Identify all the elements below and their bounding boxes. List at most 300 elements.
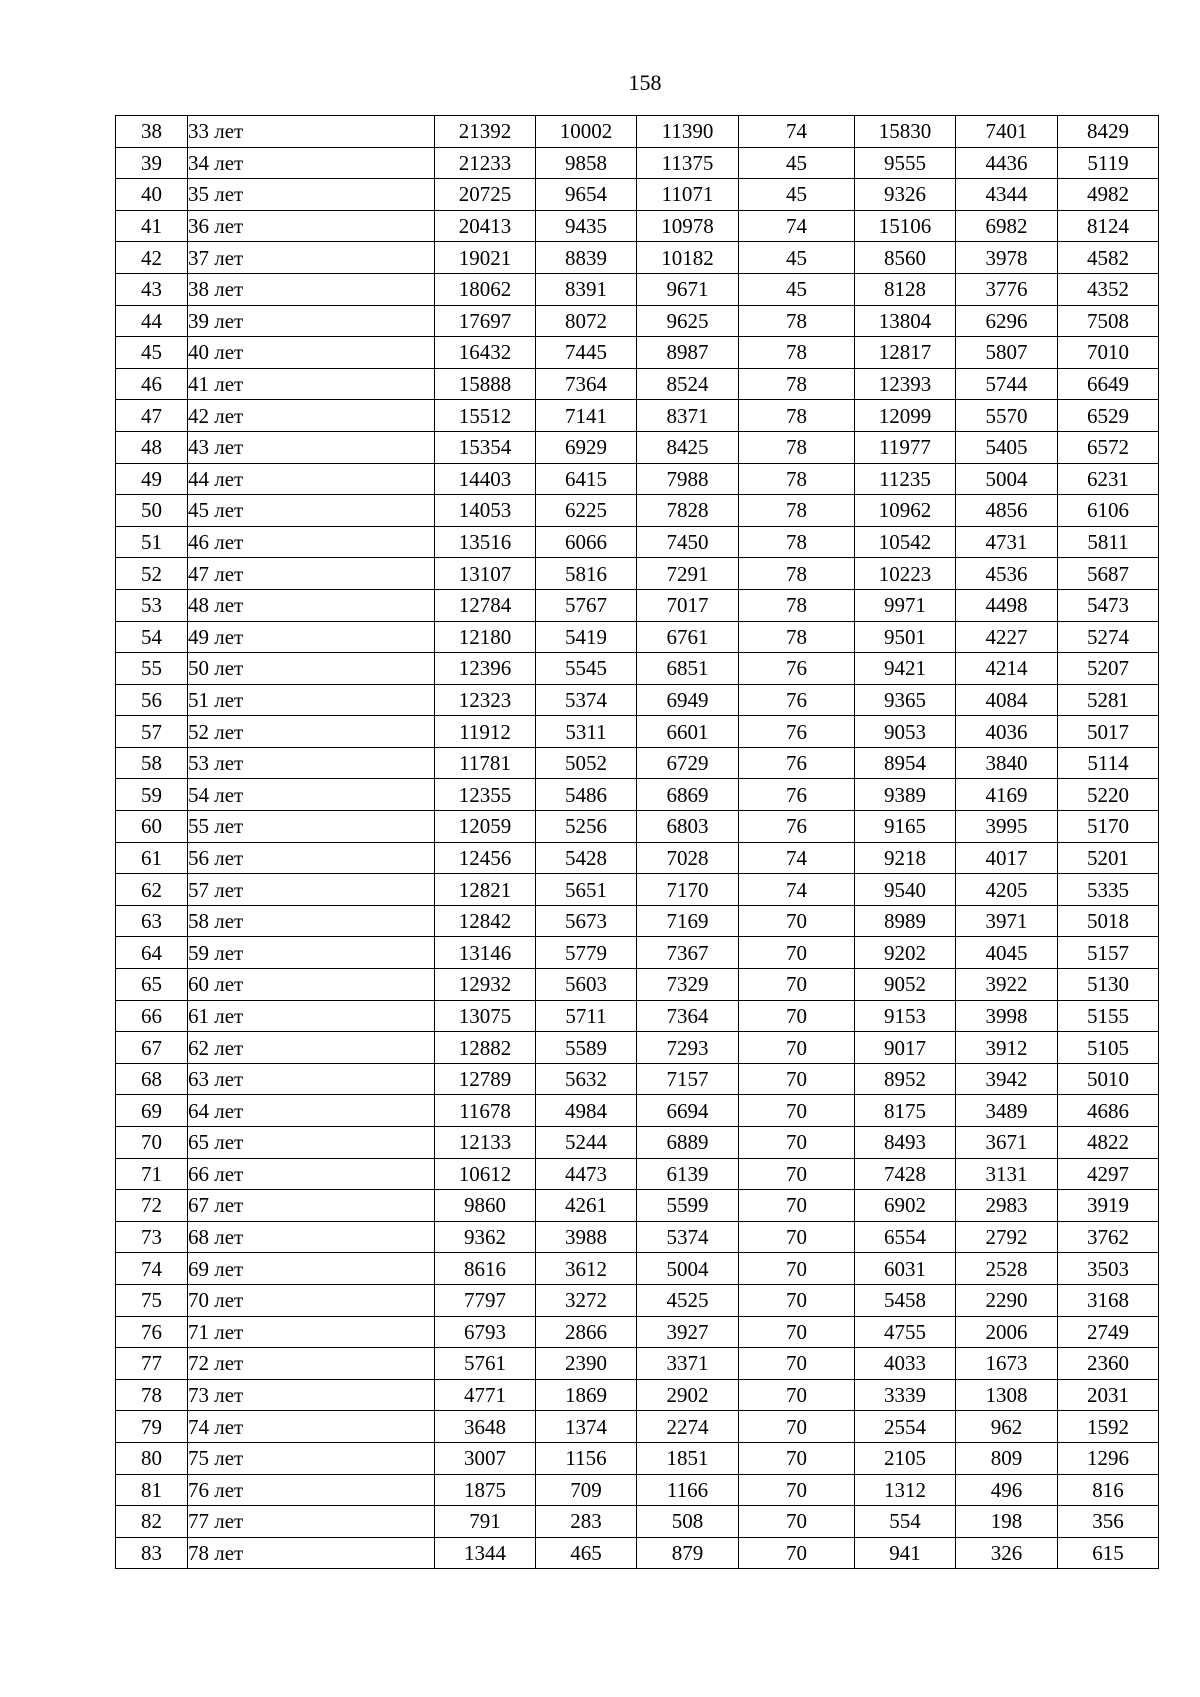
cell-share: 78 xyxy=(739,621,855,653)
table-row xyxy=(116,242,1159,274)
cell-value-female: 5155 xyxy=(1058,1000,1159,1032)
cell-value-female: 4582 xyxy=(1058,242,1159,274)
cell-value-female: 2031 xyxy=(1058,1379,1159,1411)
cell-male: 1374 xyxy=(536,1411,637,1443)
cell-male: 6225 xyxy=(536,495,637,527)
cell-total: 12789 xyxy=(435,1063,536,1095)
cell-total: 11781 xyxy=(435,747,536,779)
cell-female: 6851 xyxy=(637,653,739,685)
cell-row-number: 49 xyxy=(116,463,188,495)
cell-value-male: 2006 xyxy=(956,1316,1058,1348)
cell-row-number: 61 xyxy=(116,842,188,874)
cell-male: 4261 xyxy=(536,1190,637,1222)
cell-male: 5311 xyxy=(536,716,637,748)
cell-row-number: 43 xyxy=(116,273,188,305)
cell-row-number: 67 xyxy=(116,1032,188,1064)
cell-female: 8425 xyxy=(637,431,739,463)
cell-female: 6869 xyxy=(637,779,739,811)
cell-total: 21392 xyxy=(435,116,536,148)
cell-value-total: 9421 xyxy=(855,653,956,685)
cell-value-female: 5018 xyxy=(1058,905,1159,937)
cell-male: 1156 xyxy=(536,1442,637,1474)
cell-female: 7028 xyxy=(637,842,739,874)
cell-share: 70 xyxy=(739,1000,855,1032)
cell-row-number: 41 xyxy=(116,210,188,242)
cell-male: 5052 xyxy=(536,747,637,779)
cell-total: 791 xyxy=(435,1506,536,1538)
cell-total: 13107 xyxy=(435,558,536,590)
table-row xyxy=(116,653,1159,685)
cell-row-number: 59 xyxy=(116,779,188,811)
cell-row-number: 78 xyxy=(116,1379,188,1411)
cell-share: 70 xyxy=(739,1348,855,1380)
cell-value-total: 9017 xyxy=(855,1032,956,1064)
cell-row-number: 71 xyxy=(116,1158,188,1190)
cell-female: 9625 xyxy=(637,305,739,337)
cell-age: 66 лет xyxy=(188,1158,435,1190)
cell-female: 8371 xyxy=(637,400,739,432)
cell-age: 57 лет xyxy=(188,874,435,906)
cell-value-male: 326 xyxy=(956,1537,1058,1569)
cell-female: 7170 xyxy=(637,874,739,906)
cell-value-female: 5017 xyxy=(1058,716,1159,748)
cell-row-number: 76 xyxy=(116,1316,188,1348)
cell-age: 65 лет xyxy=(188,1127,435,1159)
cell-value-female: 5811 xyxy=(1058,526,1159,558)
cell-male: 7364 xyxy=(536,368,637,400)
cell-female: 5004 xyxy=(637,1253,739,1285)
cell-female: 10978 xyxy=(637,210,739,242)
cell-total: 21233 xyxy=(435,147,536,179)
cell-age: 38 лет xyxy=(188,273,435,305)
cell-value-total: 6554 xyxy=(855,1221,956,1253)
cell-value-female: 8429 xyxy=(1058,116,1159,148)
cell-value-total: 9165 xyxy=(855,811,956,843)
cell-male: 3272 xyxy=(536,1284,637,1316)
cell-value-total: 9971 xyxy=(855,589,956,621)
cell-age: 54 лет xyxy=(188,779,435,811)
table-row xyxy=(116,1348,1159,1380)
table-row xyxy=(116,811,1159,843)
cell-value-female: 4352 xyxy=(1058,273,1159,305)
cell-value-total: 8954 xyxy=(855,747,956,779)
cell-value-female: 6529 xyxy=(1058,400,1159,432)
table-row xyxy=(116,937,1159,969)
cell-share: 76 xyxy=(739,684,855,716)
cell-male: 5244 xyxy=(536,1127,637,1159)
table-row xyxy=(116,589,1159,621)
cell-male: 9435 xyxy=(536,210,637,242)
cell-share: 76 xyxy=(739,747,855,779)
cell-female: 7157 xyxy=(637,1063,739,1095)
table-body xyxy=(116,116,1159,1569)
cell-row-number: 57 xyxy=(116,716,188,748)
cell-age: 46 лет xyxy=(188,526,435,558)
cell-total: 19021 xyxy=(435,242,536,274)
cell-value-male: 3489 xyxy=(956,1095,1058,1127)
cell-row-number: 79 xyxy=(116,1411,188,1443)
cell-age: 50 лет xyxy=(188,653,435,685)
cell-row-number: 74 xyxy=(116,1253,188,1285)
cell-male: 5816 xyxy=(536,558,637,590)
cell-value-total: 9218 xyxy=(855,842,956,874)
cell-share: 74 xyxy=(739,210,855,242)
cell-row-number: 69 xyxy=(116,1095,188,1127)
cell-share: 70 xyxy=(739,1474,855,1506)
cell-value-female: 6649 xyxy=(1058,368,1159,400)
table-row xyxy=(116,1537,1159,1569)
cell-age: 51 лет xyxy=(188,684,435,716)
cell-female: 879 xyxy=(637,1537,739,1569)
cell-row-number: 46 xyxy=(116,368,188,400)
cell-value-male: 809 xyxy=(956,1442,1058,1474)
cell-female: 11390 xyxy=(637,116,739,148)
cell-age: 64 лет xyxy=(188,1095,435,1127)
cell-value-total: 941 xyxy=(855,1537,956,1569)
table-row xyxy=(116,1158,1159,1190)
cell-total: 4771 xyxy=(435,1379,536,1411)
cell-male: 4984 xyxy=(536,1095,637,1127)
table-row xyxy=(116,337,1159,369)
table-row xyxy=(116,779,1159,811)
cell-value-total: 8128 xyxy=(855,273,956,305)
table-row xyxy=(116,179,1159,211)
cell-row-number: 45 xyxy=(116,337,188,369)
cell-value-female: 6231 xyxy=(1058,463,1159,495)
cell-value-total: 1312 xyxy=(855,1474,956,1506)
cell-value-total: 9326 xyxy=(855,179,956,211)
cell-age: 56 лет xyxy=(188,842,435,874)
cell-total: 9860 xyxy=(435,1190,536,1222)
cell-value-male: 496 xyxy=(956,1474,1058,1506)
cell-age: 78 лет xyxy=(188,1537,435,1569)
cell-share: 70 xyxy=(739,1284,855,1316)
cell-row-number: 77 xyxy=(116,1348,188,1380)
cell-value-total: 9555 xyxy=(855,147,956,179)
cell-female: 11375 xyxy=(637,147,739,179)
cell-value-total: 10542 xyxy=(855,526,956,558)
cell-female: 7169 xyxy=(637,905,739,937)
cell-total: 13075 xyxy=(435,1000,536,1032)
cell-total: 8616 xyxy=(435,1253,536,1285)
cell-row-number: 83 xyxy=(116,1537,188,1569)
cell-age: 37 лет xyxy=(188,242,435,274)
cell-share: 70 xyxy=(739,1221,855,1253)
cell-value-male: 4017 xyxy=(956,842,1058,874)
cell-male: 5374 xyxy=(536,684,637,716)
cell-total: 12456 xyxy=(435,842,536,874)
cell-female: 4525 xyxy=(637,1284,739,1316)
cell-row-number: 64 xyxy=(116,937,188,969)
cell-value-male: 4436 xyxy=(956,147,1058,179)
table-row xyxy=(116,147,1159,179)
cell-female: 5374 xyxy=(637,1221,739,1253)
cell-row-number: 72 xyxy=(116,1190,188,1222)
cell-value-male: 2792 xyxy=(956,1221,1058,1253)
cell-value-total: 8989 xyxy=(855,905,956,937)
cell-female: 6889 xyxy=(637,1127,739,1159)
cell-age: 69 лет xyxy=(188,1253,435,1285)
cell-value-male: 3998 xyxy=(956,1000,1058,1032)
cell-male: 6415 xyxy=(536,463,637,495)
cell-age: 44 лет xyxy=(188,463,435,495)
cell-value-male: 4045 xyxy=(956,937,1058,969)
cell-female: 7329 xyxy=(637,969,739,1001)
table-row xyxy=(116,842,1159,874)
cell-age: 52 лет xyxy=(188,716,435,748)
cell-female: 1166 xyxy=(637,1474,739,1506)
cell-value-male: 4036 xyxy=(956,716,1058,748)
cell-row-number: 65 xyxy=(116,969,188,1001)
cell-row-number: 62 xyxy=(116,874,188,906)
cell-total: 15512 xyxy=(435,400,536,432)
cell-value-female: 2360 xyxy=(1058,1348,1159,1380)
cell-value-total: 15106 xyxy=(855,210,956,242)
cell-value-male: 2290 xyxy=(956,1284,1058,1316)
table-row xyxy=(116,305,1159,337)
cell-value-male: 4731 xyxy=(956,526,1058,558)
cell-value-total: 12393 xyxy=(855,368,956,400)
cell-value-female: 5114 xyxy=(1058,747,1159,779)
cell-male: 3988 xyxy=(536,1221,637,1253)
cell-share: 78 xyxy=(739,589,855,621)
cell-age: 60 лет xyxy=(188,969,435,1001)
table-row xyxy=(116,431,1159,463)
cell-value-male: 6296 xyxy=(956,305,1058,337)
cell-row-number: 82 xyxy=(116,1506,188,1538)
cell-value-male: 4205 xyxy=(956,874,1058,906)
cell-value-female: 5207 xyxy=(1058,653,1159,685)
cell-total: 14053 xyxy=(435,495,536,527)
cell-value-female: 5220 xyxy=(1058,779,1159,811)
cell-male: 709 xyxy=(536,1474,637,1506)
cell-value-female: 4686 xyxy=(1058,1095,1159,1127)
cell-row-number: 38 xyxy=(116,116,188,148)
cell-female: 7017 xyxy=(637,589,739,621)
cell-value-male: 3922 xyxy=(956,969,1058,1001)
cell-female: 6803 xyxy=(637,811,739,843)
table-row xyxy=(116,621,1159,653)
cell-value-total: 8952 xyxy=(855,1063,956,1095)
cell-value-female: 1592 xyxy=(1058,1411,1159,1443)
cell-share: 70 xyxy=(739,1253,855,1285)
cell-age: 62 лет xyxy=(188,1032,435,1064)
cell-age: 48 лет xyxy=(188,589,435,621)
cell-total: 10612 xyxy=(435,1158,536,1190)
cell-value-female: 1296 xyxy=(1058,1442,1159,1474)
cell-age: 53 лет xyxy=(188,747,435,779)
table-row xyxy=(116,558,1159,590)
cell-total: 17697 xyxy=(435,305,536,337)
cell-female: 7293 xyxy=(637,1032,739,1064)
cell-male: 6929 xyxy=(536,431,637,463)
table-row xyxy=(116,495,1159,527)
cell-total: 11912 xyxy=(435,716,536,748)
table-row xyxy=(116,1442,1159,1474)
cell-value-male: 4498 xyxy=(956,589,1058,621)
cell-value-male: 3971 xyxy=(956,905,1058,937)
cell-value-male: 7401 xyxy=(956,116,1058,148)
cell-value-total: 11977 xyxy=(855,431,956,463)
cell-value-total: 2105 xyxy=(855,1442,956,1474)
cell-value-total: 5458 xyxy=(855,1284,956,1316)
cell-share: 70 xyxy=(739,1063,855,1095)
cell-female: 7367 xyxy=(637,937,739,969)
table-row xyxy=(116,1063,1159,1095)
cell-female: 3371 xyxy=(637,1348,739,1380)
cell-value-total: 9153 xyxy=(855,1000,956,1032)
cell-share: 78 xyxy=(739,337,855,369)
cell-row-number: 42 xyxy=(116,242,188,274)
cell-value-male: 2528 xyxy=(956,1253,1058,1285)
cell-male: 5545 xyxy=(536,653,637,685)
cell-age: 41 лет xyxy=(188,368,435,400)
cell-share: 45 xyxy=(739,242,855,274)
cell-value-female: 5157 xyxy=(1058,937,1159,969)
cell-share: 45 xyxy=(739,273,855,305)
cell-value-male: 3671 xyxy=(956,1127,1058,1159)
table-row xyxy=(116,1474,1159,1506)
cell-male: 2866 xyxy=(536,1316,637,1348)
cell-female: 5599 xyxy=(637,1190,739,1222)
table-row xyxy=(116,969,1159,1001)
cell-value-total: 12099 xyxy=(855,400,956,432)
cell-row-number: 63 xyxy=(116,905,188,937)
cell-value-total: 8175 xyxy=(855,1095,956,1127)
cell-value-total: 10962 xyxy=(855,495,956,527)
table-row xyxy=(116,1316,1159,1348)
cell-value-total: 3339 xyxy=(855,1379,956,1411)
cell-female: 6949 xyxy=(637,684,739,716)
table-row xyxy=(116,1127,1159,1159)
cell-share: 78 xyxy=(739,463,855,495)
cell-share: 70 xyxy=(739,1506,855,1538)
cell-row-number: 44 xyxy=(116,305,188,337)
cell-share: 45 xyxy=(739,179,855,211)
cell-male: 8839 xyxy=(536,242,637,274)
cell-value-total: 7428 xyxy=(855,1158,956,1190)
cell-value-female: 3919 xyxy=(1058,1190,1159,1222)
cell-female: 6601 xyxy=(637,716,739,748)
cell-share: 78 xyxy=(739,558,855,590)
cell-female: 6139 xyxy=(637,1158,739,1190)
cell-female: 6729 xyxy=(637,747,739,779)
cell-value-male: 6982 xyxy=(956,210,1058,242)
cell-age: 33 лет xyxy=(188,116,435,148)
cell-total: 13516 xyxy=(435,526,536,558)
cell-male: 7141 xyxy=(536,400,637,432)
cell-row-number: 48 xyxy=(116,431,188,463)
cell-row-number: 68 xyxy=(116,1063,188,1095)
cell-male: 5767 xyxy=(536,589,637,621)
table-row xyxy=(116,1379,1159,1411)
cell-age: 40 лет xyxy=(188,337,435,369)
data-table xyxy=(115,115,1159,1569)
cell-value-total: 9365 xyxy=(855,684,956,716)
cell-male: 465 xyxy=(536,1537,637,1569)
cell-total: 12784 xyxy=(435,589,536,621)
cell-value-female: 5687 xyxy=(1058,558,1159,590)
table-row xyxy=(116,1506,1159,1538)
cell-share: 78 xyxy=(739,368,855,400)
cell-row-number: 60 xyxy=(116,811,188,843)
cell-share: 78 xyxy=(739,431,855,463)
cell-share: 78 xyxy=(739,305,855,337)
cell-female: 2274 xyxy=(637,1411,739,1443)
cell-value-female: 4297 xyxy=(1058,1158,1159,1190)
cell-share: 70 xyxy=(739,969,855,1001)
table-row xyxy=(116,1000,1159,1032)
cell-age: 35 лет xyxy=(188,179,435,211)
cell-female: 7988 xyxy=(637,463,739,495)
cell-value-female: 5473 xyxy=(1058,589,1159,621)
cell-value-male: 1673 xyxy=(956,1348,1058,1380)
cell-male: 5779 xyxy=(536,937,637,969)
cell-share: 76 xyxy=(739,653,855,685)
cell-age: 49 лет xyxy=(188,621,435,653)
cell-value-female: 4982 xyxy=(1058,179,1159,211)
cell-value-male: 5570 xyxy=(956,400,1058,432)
table-row xyxy=(116,1190,1159,1222)
cell-total: 16432 xyxy=(435,337,536,369)
cell-row-number: 51 xyxy=(116,526,188,558)
cell-row-number: 70 xyxy=(116,1127,188,1159)
cell-total: 12842 xyxy=(435,905,536,937)
cell-share: 70 xyxy=(739,905,855,937)
table-row xyxy=(116,684,1159,716)
cell-age: 58 лет xyxy=(188,905,435,937)
cell-value-female: 5130 xyxy=(1058,969,1159,1001)
cell-total: 11678 xyxy=(435,1095,536,1127)
cell-value-male: 5744 xyxy=(956,368,1058,400)
cell-value-male: 4344 xyxy=(956,179,1058,211)
cell-male: 3612 xyxy=(536,1253,637,1285)
cell-share: 70 xyxy=(739,1442,855,1474)
cell-value-female: 3762 xyxy=(1058,1221,1159,1253)
cell-age: 55 лет xyxy=(188,811,435,843)
cell-value-male: 5405 xyxy=(956,431,1058,463)
cell-age: 42 лет xyxy=(188,400,435,432)
cell-share: 45 xyxy=(739,147,855,179)
cell-row-number: 56 xyxy=(116,684,188,716)
cell-value-male: 3978 xyxy=(956,242,1058,274)
cell-total: 12323 xyxy=(435,684,536,716)
table-row xyxy=(116,400,1159,432)
cell-age: 47 лет xyxy=(188,558,435,590)
cell-row-number: 52 xyxy=(116,558,188,590)
cell-age: 74 лет xyxy=(188,1411,435,1443)
table-row xyxy=(116,526,1159,558)
cell-age: 45 лет xyxy=(188,495,435,527)
cell-share: 74 xyxy=(739,842,855,874)
cell-value-male: 3995 xyxy=(956,811,1058,843)
cell-value-total: 8493 xyxy=(855,1127,956,1159)
cell-age: 67 лет xyxy=(188,1190,435,1222)
cell-share: 70 xyxy=(739,1158,855,1190)
cell-male: 4473 xyxy=(536,1158,637,1190)
cell-age: 36 лет xyxy=(188,210,435,242)
cell-row-number: 66 xyxy=(116,1000,188,1032)
cell-share: 76 xyxy=(739,811,855,843)
cell-male: 8391 xyxy=(536,273,637,305)
cell-total: 12059 xyxy=(435,811,536,843)
cell-male: 1869 xyxy=(536,1379,637,1411)
table-row xyxy=(116,463,1159,495)
cell-female: 7291 xyxy=(637,558,739,590)
cell-age: 68 лет xyxy=(188,1221,435,1253)
cell-value-total: 6031 xyxy=(855,1253,956,1285)
cell-total: 6793 xyxy=(435,1316,536,1348)
